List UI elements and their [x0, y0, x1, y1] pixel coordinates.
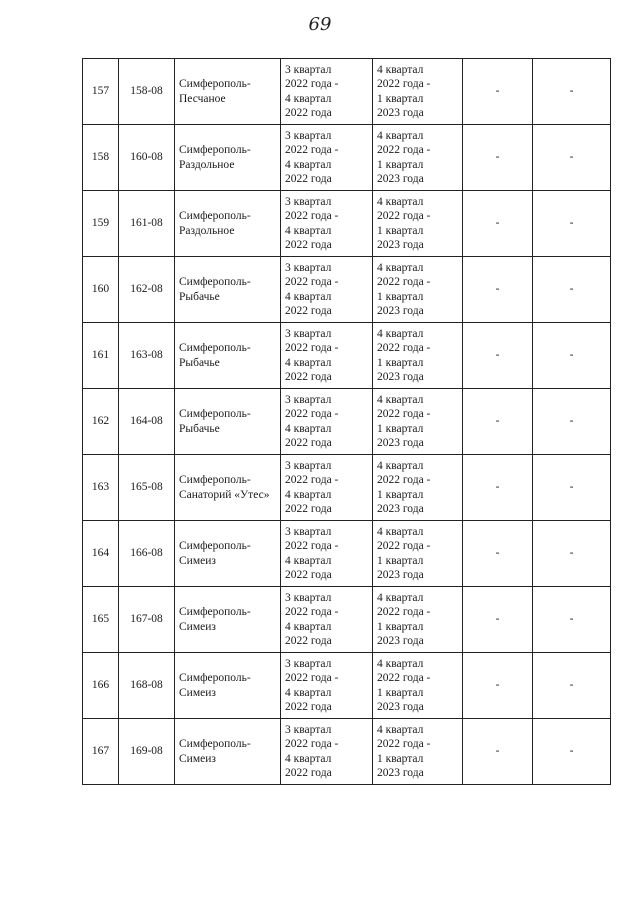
start-period-cell-line: 3 квартал [285, 393, 332, 406]
dash-cell: - [533, 125, 611, 191]
start-period-cell-line: 2022 года - [285, 78, 339, 90]
end-period-cell-line: 2022 года - [377, 276, 431, 288]
row-number-cell: 167 [83, 719, 119, 785]
dash-cell: - [533, 191, 611, 257]
start-period-cell-line: 4 квартал [285, 158, 332, 171]
start-period-cell-line: 2022 года [285, 767, 332, 779]
table-row [83, 587, 611, 653]
start-period-cell [281, 455, 373, 521]
route-name-cell-line: Симферополь- [179, 276, 251, 288]
start-period-cell-line: 4 квартал [285, 620, 332, 633]
row-number-cell: 157 [83, 59, 119, 125]
dash-cell: - [463, 455, 533, 521]
end-period-cell [373, 257, 463, 323]
route-name-cell-line: Рыбачье [179, 422, 220, 435]
dash-cell: - [533, 521, 611, 587]
start-period-cell [281, 323, 373, 389]
route-code-cell: 164-08 [119, 389, 175, 455]
end-period-cell-line: 4 квартал [377, 525, 424, 538]
route-code-cell: 162-08 [119, 257, 175, 323]
start-period-cell-line: 4 квартал [285, 422, 332, 435]
start-period-cell-line: 3 квартал [285, 723, 332, 736]
route-name-cell-line: Рыбачье [179, 356, 220, 369]
route-name-cell [175, 653, 281, 719]
route-name-cell [175, 521, 281, 587]
table-row [83, 191, 611, 257]
dash-cell: - [463, 719, 533, 785]
table-row [83, 125, 611, 191]
start-period-cell-line: 4 квартал [285, 356, 332, 369]
end-period-cell [373, 521, 463, 587]
end-period-cell-line: 1 квартал [377, 488, 424, 501]
start-period-cell-line: 3 квартал [285, 591, 332, 604]
start-period-cell-line: 3 квартал [285, 459, 332, 472]
route-name-cell-line: Симферополь- [179, 474, 251, 486]
table-row [83, 389, 611, 455]
start-period-cell-line: 2022 года [285, 701, 332, 713]
route-name-cell-line: Симферополь- [179, 408, 251, 420]
route-name-cell-line: Симферополь- [179, 606, 251, 618]
start-period-cell [281, 587, 373, 653]
row-number-cell: 165 [83, 587, 119, 653]
route-code-cell: 165-08 [119, 455, 175, 521]
end-period-cell-line: 1 квартал [377, 356, 424, 369]
start-period-cell [281, 653, 373, 719]
end-period-cell-line: 1 квартал [377, 620, 424, 633]
start-period-cell-line: 2022 года [285, 107, 332, 119]
dash-cell: - [463, 191, 533, 257]
end-period-cell [373, 389, 463, 455]
row-number-cell: 162 [83, 389, 119, 455]
dash-cell: - [533, 323, 611, 389]
start-period-cell-line: 4 квартал [285, 224, 332, 237]
end-period-cell-line: 2022 года - [377, 672, 431, 684]
route-code-cell: 160-08 [119, 125, 175, 191]
route-name-cell [175, 389, 281, 455]
route-name-cell-line: Симферополь- [179, 738, 251, 750]
end-period-cell [373, 125, 463, 191]
table-row [83, 323, 611, 389]
route-code-cell: 168-08 [119, 653, 175, 719]
row-number-cell: 166 [83, 653, 119, 719]
row-number-cell: 161 [83, 323, 119, 389]
end-period-cell-line: 4 квартал [377, 327, 424, 340]
end-period-cell [373, 455, 463, 521]
start-period-cell-line: 3 квартал [285, 261, 332, 274]
end-period-cell-line: 2022 года - [377, 408, 431, 420]
end-period-cell-line: 4 квартал [377, 591, 424, 604]
end-period-cell-line: 1 квартал [377, 422, 424, 435]
table-body [83, 59, 611, 785]
route-name-cell-line: Симферополь- [179, 78, 251, 90]
route-name-cell [175, 257, 281, 323]
end-period-cell-line: 4 квартал [377, 63, 424, 76]
start-period-cell-line: 3 квартал [285, 129, 332, 142]
start-period-cell-line: 2022 года [285, 569, 332, 581]
start-period-cell [281, 719, 373, 785]
start-period-cell-line: 4 квартал [285, 290, 332, 303]
route-name-cell [175, 323, 281, 389]
start-period-cell-line: 3 квартал [285, 525, 332, 538]
route-code-cell: 169-08 [119, 719, 175, 785]
start-period-cell-line: 2022 года [285, 305, 332, 317]
table-row [83, 653, 611, 719]
row-number-cell: 163 [83, 455, 119, 521]
end-period-cell-line: 2023 года [377, 305, 424, 317]
route-name-cell-line: Раздольное [179, 158, 235, 171]
dash-cell: - [463, 521, 533, 587]
start-period-cell-line: 3 квартал [285, 327, 332, 340]
dash-cell: - [463, 59, 533, 125]
start-period-cell-line: 2022 года - [285, 474, 339, 486]
route-code-cell: 163-08 [119, 323, 175, 389]
end-period-cell [373, 653, 463, 719]
end-period-cell [373, 59, 463, 125]
dash-cell: - [463, 323, 533, 389]
route-name-cell-line: Симеиз [179, 752, 216, 765]
start-period-cell-line: 2022 года - [285, 408, 339, 420]
end-period-cell [373, 587, 463, 653]
start-period-cell-line: 2022 года - [285, 210, 339, 222]
start-period-cell [281, 389, 373, 455]
route-name-cell-line: Симферополь- [179, 342, 251, 354]
route-name-cell-line: Рыбачье [179, 290, 220, 303]
dash-cell: - [533, 59, 611, 125]
end-period-cell-line: 2023 года [377, 503, 424, 515]
end-period-cell-line: 2022 года - [377, 540, 431, 552]
dash-cell: - [533, 389, 611, 455]
start-period-cell-line: 4 квартал [285, 488, 332, 501]
end-period-cell-line: 4 квартал [377, 723, 424, 736]
start-period-cell-line: 2022 года [285, 503, 332, 515]
route-name-cell-line: Симферополь- [179, 144, 251, 156]
end-period-cell-line: 2023 года [377, 173, 424, 185]
dash-cell: - [533, 587, 611, 653]
start-period-cell [281, 59, 373, 125]
end-period-cell [373, 719, 463, 785]
route-name-cell-line: Симеиз [179, 686, 216, 699]
dash-cell: - [533, 719, 611, 785]
dash-cell: - [533, 257, 611, 323]
start-period-cell-line: 2022 года [285, 239, 332, 251]
route-code-cell: 166-08 [119, 521, 175, 587]
end-period-cell-line: 1 квартал [377, 290, 424, 303]
start-period-cell [281, 191, 373, 257]
end-period-cell-line: 2022 года - [377, 606, 431, 618]
start-period-cell-line: 2022 года [285, 173, 332, 185]
start-period-cell-line: 2022 года [285, 371, 332, 383]
end-period-cell-line: 1 квартал [377, 752, 424, 765]
dash-cell: - [533, 455, 611, 521]
start-period-cell-line: 3 квартал [285, 195, 332, 208]
start-period-cell-line: 2022 года - [285, 606, 339, 618]
table-row [83, 59, 611, 125]
end-period-cell-line: 4 квартал [377, 393, 424, 406]
route-name-cell [175, 587, 281, 653]
end-period-cell-line: 2022 года - [377, 78, 431, 90]
end-period-cell-line: 1 квартал [377, 92, 424, 105]
end-period-cell-line: 2023 года [377, 569, 424, 581]
route-name-cell-line: Симферополь- [179, 672, 251, 684]
end-period-cell-line: 2022 года - [377, 210, 431, 222]
route-code-cell: 161-08 [119, 191, 175, 257]
dash-cell: - [463, 653, 533, 719]
start-period-cell-line: 2022 года [285, 635, 332, 647]
start-period-cell-line: 4 квартал [285, 686, 332, 699]
start-period-cell-line: 4 квартал [285, 554, 332, 567]
end-period-cell [373, 191, 463, 257]
end-period-cell-line: 2023 года [377, 701, 424, 713]
end-period-cell-line: 2023 года [377, 239, 424, 251]
route-name-cell [175, 719, 281, 785]
row-number-cell: 159 [83, 191, 119, 257]
table-row [83, 719, 611, 785]
end-period-cell-line: 1 квартал [377, 686, 424, 699]
start-period-cell-line: 4 квартал [285, 752, 332, 765]
dash-cell: - [463, 257, 533, 323]
dash-cell: - [463, 125, 533, 191]
end-period-cell-line: 1 квартал [377, 554, 424, 567]
start-period-cell [281, 125, 373, 191]
table-row [83, 455, 611, 521]
route-name-cell-line: Раздольное [179, 224, 235, 237]
route-name-cell [175, 125, 281, 191]
end-period-cell-line: 1 квартал [377, 224, 424, 237]
end-period-cell-line: 2023 года [377, 635, 424, 647]
end-period-cell-line: 4 квартал [377, 195, 424, 208]
start-period-cell [281, 521, 373, 587]
row-number-cell: 164 [83, 521, 119, 587]
start-period-cell-line: 4 квартал [285, 92, 332, 105]
route-name-cell-line: Симеиз [179, 620, 216, 633]
route-name-cell-line: Санаторий «Утес» [179, 488, 270, 501]
end-period-cell [373, 323, 463, 389]
route-name-cell-line: Симферополь- [179, 540, 251, 552]
start-period-cell-line: 3 квартал [285, 63, 332, 76]
end-period-cell-line: 4 квартал [377, 261, 424, 274]
start-period-cell [281, 257, 373, 323]
table-row [83, 257, 611, 323]
page-number: 69 [308, 14, 332, 35]
start-period-cell-line: 2022 года - [285, 540, 339, 552]
end-period-cell-line: 4 квартал [377, 459, 424, 472]
dash-cell: - [463, 389, 533, 455]
table-row [83, 521, 611, 587]
route-name-cell-line: Симферополь- [179, 210, 251, 222]
row-number-cell: 160 [83, 257, 119, 323]
end-period-cell-line: 2022 года - [377, 738, 431, 750]
end-period-cell-line: 2023 года [377, 371, 424, 383]
route-name-cell [175, 455, 281, 521]
end-period-cell-line: 1 квартал [377, 158, 424, 171]
route-code-cell: 167-08 [119, 587, 175, 653]
end-period-cell-line: 2023 года [377, 767, 424, 779]
start-period-cell-line: 2022 года - [285, 672, 339, 684]
dash-cell: - [533, 653, 611, 719]
end-period-cell-line: 2022 года - [377, 342, 431, 354]
end-period-cell-line: 2022 года - [377, 474, 431, 486]
start-period-cell-line: 3 квартал [285, 657, 332, 670]
row-number-cell: 158 [83, 125, 119, 191]
route-schedule-table [82, 58, 611, 785]
route-name-cell [175, 59, 281, 125]
end-period-cell-line: 4 квартал [377, 129, 424, 142]
start-period-cell-line: 2022 года - [285, 738, 339, 750]
end-period-cell-line: 2022 года - [377, 144, 431, 156]
end-period-cell-line: 4 квартал [377, 657, 424, 670]
start-period-cell-line: 2022 года [285, 437, 332, 449]
start-period-cell-line: 2022 года - [285, 144, 339, 156]
route-name-cell-line: Песчаное [179, 92, 226, 105]
dash-cell: - [463, 587, 533, 653]
start-period-cell-line: 2022 года - [285, 276, 339, 288]
route-name-cell [175, 191, 281, 257]
start-period-cell-line: 2022 года - [285, 342, 339, 354]
end-period-cell-line: 2023 года [377, 437, 424, 449]
route-code-cell: 158-08 [119, 59, 175, 125]
end-period-cell-line: 2023 года [377, 107, 424, 119]
route-name-cell-line: Симеиз [179, 554, 216, 567]
